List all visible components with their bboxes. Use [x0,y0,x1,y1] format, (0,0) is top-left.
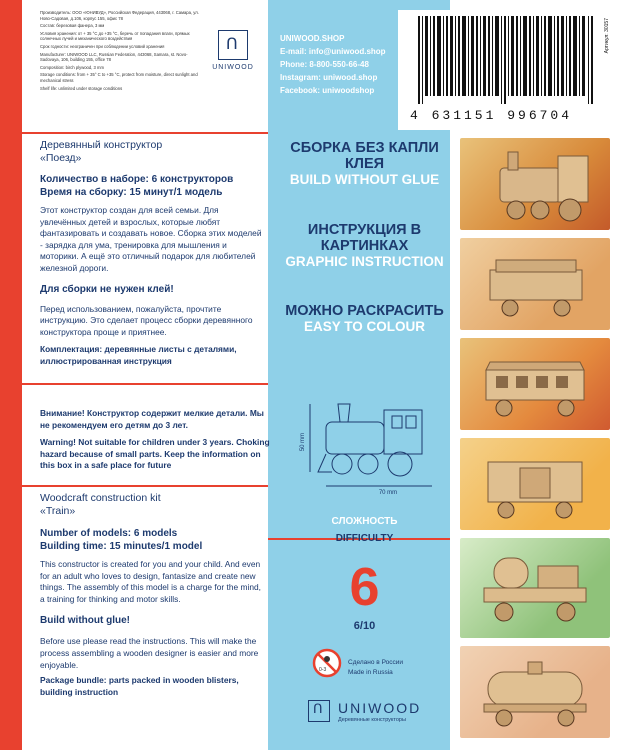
legal-info [40,10,200,93]
feature-no-glue-en: BUILD WITHOUT GLUE [289,172,440,187]
site-text: UNIWOOD.SHOP [280,34,345,43]
train-outline-icon [296,392,446,496]
shelf-ru-text: Срок годности: неограничен при соблюдении условий хранения [40,43,165,49]
barcode-label [398,10,608,130]
producer-text: Производитель: ООО «ЮНИВУД», Российская Федерация, 443068, г. Самара, ул. Ново-Садовая, д.106, корпус 155, офис 78 [40,10,199,21]
brand-logo [208,30,258,71]
ru-noglue: Для сборки не нужен клей! [40,283,174,295]
ru-before: Перед использованием, пожалуйста, прочтите инструкцию. Это сделает процесс сборки деревянного конструктора проще и приятнее. [40,303,253,337]
age-restriction-icon [312,648,342,678]
passenger-car-model [460,338,610,430]
red-side-band [0,0,22,750]
made-in [348,658,403,678]
article-number: Артикул: 30157 [604,18,610,54]
made-in-ru: Сделано в России [348,659,403,666]
en-before: Before use please read the instructions. This will make the process assembling a wooden designer is easier and more enjoyable. [40,636,259,670]
phone-text: Phone: 8-800-550-66-48 [280,60,369,69]
warning-en: Warning! Not suitable for children under 3 years. Choking hazard because of small parts. Keep the information on this box in a safe place for future [40,437,270,471]
locomotive-photo [460,138,610,230]
difficulty-label-en: DIFFICULTY [335,533,394,544]
ru-count: Количество в наборе: 6 конструкторов [40,174,234,185]
ru-title-line2: «Поезд» [40,152,82,164]
en-count: Number of models: 6 models [40,528,178,539]
tank-car-photo [460,646,610,738]
shelf-en-text: Shelf life: unlimited under storage conditions [40,85,123,91]
logo-mark [308,700,330,722]
height-label: 50 mm [300,432,306,452]
barcode-icon [418,16,598,104]
logo-glyph: ꓵ [313,702,323,717]
en-bundle: Package bundle: parts packed in wooden blisters, building instruction [40,675,239,697]
warning-block [40,408,272,472]
producer-en-text: Manufacturer: UNIWOOD LLC, Russian Federation, 443068, Samara, st. Novo-Sadovaya, 106, building 155, office 78 [40,51,188,63]
facebook-text: Facebook: uniwoodshop [280,86,375,95]
barcode-digits: 4 631151 996704 [410,108,573,123]
logo-glyph: ꓵ [226,34,238,53]
instagram-text: Instagram: uniwood.shop [280,73,378,82]
made-in-en: Made in Russia [348,669,393,676]
email-text: E-mail: info@uniwood.shop [280,47,386,56]
brand-name: UNIWOOD [338,700,422,716]
ru-desc: Этот конструктор создан для всей семьи. Для увлечённых детей и взрослых, которые любят фантазировать и создавать новое. Сборка этих моделей - зарядка для ума, тренировка для мышления и моторики. А ещё это отличный подарок для любителей железной дороги. [40,205,262,273]
composition-en-text: Composition: birch plywood, 3 mm [40,64,105,70]
feature-graphic-en: GRAPHIC INSTRUCTION [285,254,444,269]
flatcar-model [460,538,610,638]
age-text: 0-3 [319,667,327,673]
passenger-car-photo [460,338,610,430]
locomotive-model [460,138,610,230]
feature-graphic [282,222,447,269]
en-title-line1: Woodcraft construction kit [40,492,161,504]
en-time: Building time: 15 minutes/1 model [40,541,203,552]
feature-no-glue-ru: СБОРКА БЕЗ КАПЛИ КЛЕЯ [290,140,439,172]
material-text: Состав: березовая фанера, 3 мм [40,23,105,29]
boxcar-model [460,438,610,530]
en-desc: This constructor is created for you and your child. And even for an adult who loves to design, fantasize and create new things. The assembly of this model is a charge for the mind, a training for thinking and motor skills. [40,559,261,604]
ru-time: Время на сборку: 15 минут/1 модель [40,187,223,198]
brand-name: UNIWOOD [212,64,254,71]
tank-car-model [460,646,610,738]
warning-ru: Внимание! Конструктор содержит мелкие детали. Мы не рекомендуем его детям до 3 лет. [40,408,264,430]
feature-graphic-ru: ИНСТРУКЦИЯ В КАРТИНКАХ [307,222,422,254]
width-label: 70 mm [378,490,398,496]
feature-colour [282,303,447,334]
en-noglue: Build without glue! [40,615,130,627]
feature-colour-ru: МОЖНО РАСКРАСИТЬ [285,303,444,319]
ru-bundle: Комплектация: деревянные листы с деталями, иллюстрированная инструкция [40,344,237,366]
feature-colour-en: EASY TO COLOUR [303,319,426,334]
divider [22,132,268,134]
difficulty-label-ru: СЛОЖНОСТЬ [331,516,398,527]
divider [22,383,268,385]
storage-en-text: Storage conditions: from + 35° C to +35 °C, protect from moisture, direct sunlight and mechanical stress [40,72,198,83]
brand-subtitle: Деревянные конструкторы [338,717,406,723]
logo-mark [218,30,248,60]
difficulty-value: 6 [349,557,380,617]
bottom-brand-logo [308,700,448,730]
storage-ru-text: Условия хранения: от + 35 °С до +35 °С, беречь от попадания влаги, прямых солнечных лучей и механического воздействия [40,30,190,42]
flatcar-photo [460,538,610,638]
ru-title-line1: Деревянный конструктор [40,139,163,151]
feature-no-glue [282,140,447,187]
en-description [40,492,262,698]
boxcar-photo [460,438,610,530]
difficulty-scale: 6/10 [353,620,376,632]
divider [22,485,268,487]
tender-model [460,238,610,330]
ru-description [40,139,262,368]
tender-photo [460,238,610,330]
en-title-line2: «Train» [40,505,76,517]
